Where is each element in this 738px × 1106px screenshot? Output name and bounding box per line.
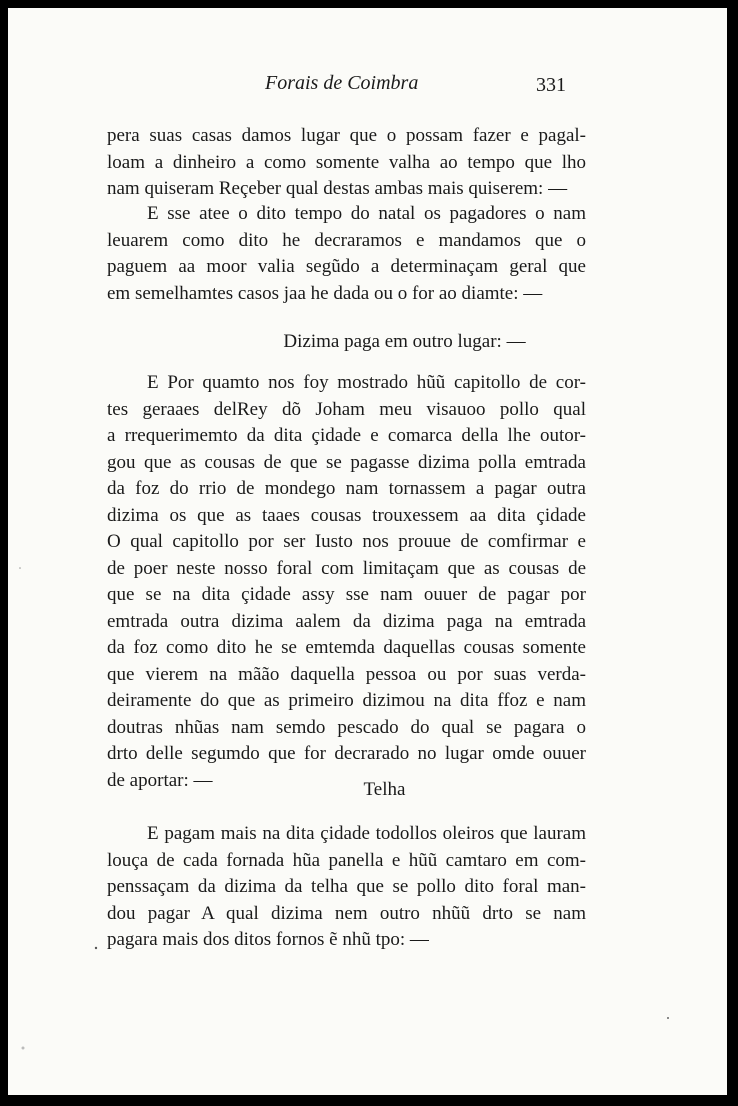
text-line: emtrada outra dizima aalem da dizima paga na emtrada bbox=[107, 610, 586, 632]
text-line: tes geraaes delRey dõ Joham meu visauoo pollo qual bbox=[107, 398, 586, 420]
text-line: nam quiseram Reçeber qual destas ambas mais quiserem: — bbox=[107, 178, 568, 199]
page-number: 331 bbox=[536, 74, 566, 96]
text-line: gou que as cousas de que se pagasse dizima polla emtrada bbox=[107, 451, 586, 473]
running-title: Forais de Coimbra bbox=[265, 72, 419, 94]
text-line: de aportar: — bbox=[107, 769, 213, 791]
text-line: loam a dinheiro a como somente valha ao tempo que lho bbox=[107, 151, 586, 173]
text-line: doutras nhũas nam semdo pescado do qual se pagara o bbox=[107, 716, 586, 738]
text-line: pagara mais dos ditos fornos ẽ nhũ tpo: — bbox=[107, 929, 429, 950]
text-line: louça de cada fornada hũa panella e hũũ camtaro em com- bbox=[107, 849, 586, 871]
book-page bbox=[8, 8, 727, 1095]
text-line: que vierem na mãão daquella pessoa ou por suas verda- bbox=[107, 663, 586, 685]
text-line: O qual capitollo por ser Iusto nos prouue de comfirmar e bbox=[107, 531, 586, 552]
text-line: E pagam mais na dita çidade todollos oleiros que lauram bbox=[147, 823, 586, 844]
text-line: da foz do rrio de mondego nam tornassem a pagar outra bbox=[107, 478, 586, 499]
text-line: de poer neste nosso foral com limitaçam que as cousas de bbox=[107, 557, 586, 579]
text-line: em semelhamtes casos jaa he dada ou o for ao diamte: — bbox=[107, 282, 543, 304]
text-line: pera suas casas damos lugar que o possam fazer e pagal- bbox=[107, 125, 586, 146]
text-line: paguem aa moor valia segũdo a determinaçam geral que bbox=[107, 256, 586, 277]
text-line: dizima os que as taaes cousas trouxessem aa dita çidade bbox=[107, 504, 586, 526]
text-line: deiramente do que as primeiro dizimou na dita ffoz e nam bbox=[107, 690, 586, 711]
text-line: E Por quamto nos foy mostrado hũũ capitollo de cor- bbox=[147, 372, 586, 393]
text-line: E sse atee o dito tempo do natal os pagadores o nam bbox=[147, 203, 586, 224]
text-line: leuarem como dito he decraramos e mandamos que o bbox=[107, 229, 586, 251]
text-line: a rrequerimemto da dita çidade e comarca della lhe outor- bbox=[107, 425, 586, 446]
paper-specks bbox=[8, 8, 727, 1095]
text-line: penssaçam da dizima da telha que se pollo dito foral man- bbox=[107, 876, 586, 897]
text-line: drto delle segumdo que for decrarado no lugar omde ouuer bbox=[107, 743, 586, 764]
section-heading-dizima: Dizima paga em outro lugar: — bbox=[283, 331, 526, 352]
text-line: dou pagar A qual dizima nem outro nhũũ drto se nam bbox=[107, 902, 586, 924]
text-line: que se na dita çidade assy sse nam ouuer de pagar por bbox=[107, 584, 586, 605]
section-heading-telha: Telha bbox=[363, 779, 406, 800]
text-line: da foz como dito he se emtemda daquellas cousas somente bbox=[107, 637, 586, 658]
